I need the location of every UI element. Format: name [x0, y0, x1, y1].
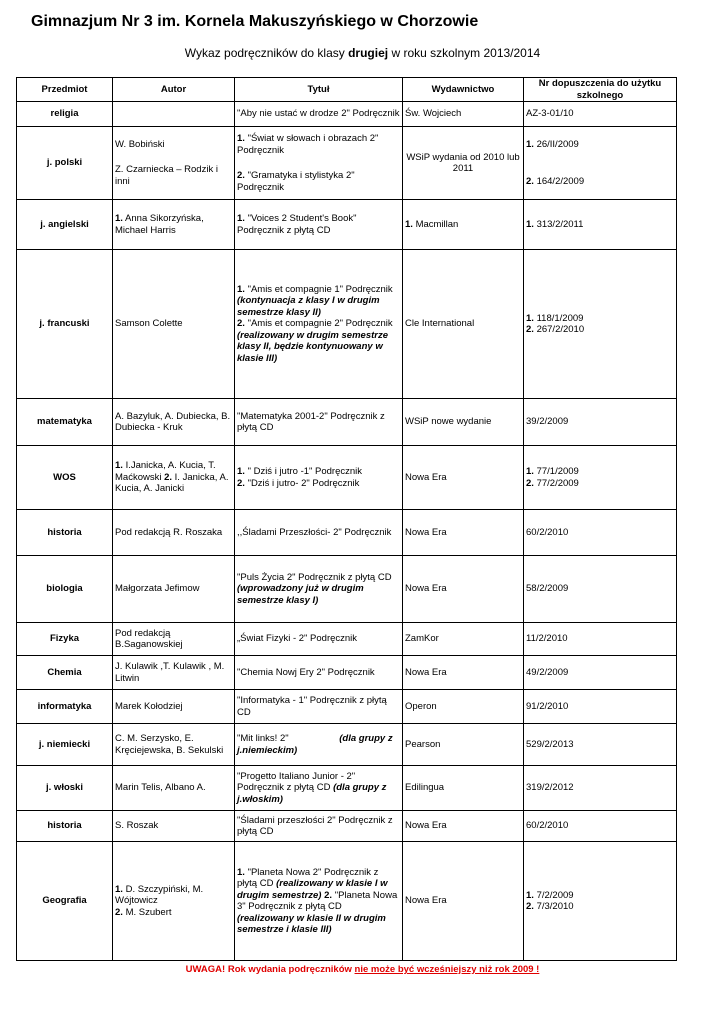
list-number: 1. — [237, 133, 245, 144]
table-row-biologia — [17, 556, 677, 623]
title-text: "Voices 2 Student's Book" Podręcznik z płytą CD — [237, 213, 357, 236]
list-number: 2. — [324, 889, 333, 901]
table-row-wos — [17, 446, 677, 510]
table-row-j-angielski — [17, 200, 677, 250]
column-header-approval-number: Nr dopuszczenia do użytku szkolnego — [524, 78, 677, 102]
title-note: (dla grupy z j.włoskim) — [237, 782, 387, 805]
approval-text: 164/2/2009 — [533, 175, 585, 187]
publisher-cell: Nowa Era — [403, 656, 524, 690]
title-cell: "Matematyka 2001-2" Podręcznik z płytą CD — [235, 399, 403, 446]
title-cell — [235, 766, 403, 811]
author-line-2: Z. Czarniecka – Rodzik i inni — [115, 164, 218, 187]
approval-number-cell: 39/2/2009 — [524, 399, 677, 446]
warning-note — [0, 964, 725, 975]
warning-text: UWAGA! Rok wydania podręczników — [185, 964, 355, 975]
approval-text: 26/II/2009 — [533, 139, 579, 150]
title-cell — [235, 724, 403, 766]
subject-cell: historia — [17, 811, 113, 842]
title-note: (wprowadzony już w drugim semestrze klasy I) — [237, 583, 364, 606]
approval-text: 77/1/2009 — [533, 466, 579, 477]
publisher-cell: Nowa Era — [403, 811, 524, 842]
publisher-cell: Edilingua — [403, 766, 524, 811]
subject-cell: religia — [17, 102, 113, 127]
author-cell: J. Kulawik ,T. Kulawik , M. Litwin — [113, 656, 235, 690]
table-row-j-polski — [17, 127, 677, 200]
title-text: " Dziś i jutro -1" Podręcznik — [244, 466, 363, 477]
table-header-row — [17, 78, 677, 102]
title-text: "Progetto Italiano Junior - 2" Podręcznik z płytą CD — [237, 770, 356, 794]
page-subtitle — [0, 46, 725, 60]
list-number: 2. — [526, 175, 534, 187]
table-row-j-francuski — [17, 250, 677, 399]
subject-cell: j. angielski — [17, 200, 113, 250]
author-cell — [113, 127, 235, 200]
list-number: 2. — [526, 324, 534, 335]
table-row-historia — [17, 510, 677, 556]
approval-number-cell: 60/2/2010 — [524, 510, 677, 556]
list-number: 1. — [237, 866, 245, 878]
approval-text: 267/2/2010 — [533, 324, 585, 335]
approval-line-2 — [526, 901, 674, 913]
title-note: (kontynuacja z klasy I w drugim semestrze klasy II) — [237, 295, 380, 318]
list-number: 1. — [115, 883, 123, 895]
title-note: (realizowany w drugim semestrze klasy II, będzie kontynuowany w klasie III) — [237, 329, 388, 364]
author-text: M. Szubert — [122, 906, 172, 918]
title-cell: "Aby nie ustać w drodze 2" Podręcznik — [235, 102, 403, 127]
author-cell — [113, 200, 235, 250]
approval-number-cell — [524, 200, 677, 250]
publisher-cell: Nowa Era — [403, 842, 524, 961]
subject-cell: WOS — [17, 446, 113, 510]
title-cell: "Chemia Nowj Ery 2" Podręcznik — [235, 656, 403, 690]
list-number: 1. — [237, 466, 245, 477]
author-cell: Samson Colette — [113, 250, 235, 399]
approval-number-cell: 91/2/2010 — [524, 690, 677, 724]
publisher-cell: Nowa Era — [403, 446, 524, 510]
author-text: I.Janicka, A. Kucia, T. Maćkowski — [115, 460, 216, 483]
author-cell: Pod redakcją R. Roszaka — [113, 510, 235, 556]
list-number: 1. — [115, 213, 123, 224]
publisher-cell: Św. Wojciech — [403, 102, 524, 127]
title-cell — [235, 446, 403, 510]
approval-number-cell: 529/2/2013 — [524, 724, 677, 766]
column-header-author: Autor — [113, 78, 235, 102]
column-header-subject: Przedmiot — [17, 78, 113, 102]
title-note: (realizowany w klasie I w drugim semestrze) — [237, 878, 388, 901]
subject-cell: j. włoski — [17, 766, 113, 811]
author-line-2 — [115, 907, 232, 919]
approval-line-1 — [526, 466, 674, 478]
approval-number-cell: 11/2/2010 — [524, 623, 677, 656]
author-cell — [113, 102, 235, 127]
approval-number-cell: 60/2/2010 — [524, 811, 677, 842]
author-cell: Małgorzata Jefimow — [113, 556, 235, 623]
title-text: "Świat w słowach i obrazach 2" Podręcznik — [237, 133, 379, 156]
column-header-publisher: Wydawnictwo — [403, 78, 524, 102]
approval-text: 77/2/2009 — [533, 477, 579, 489]
author-cell: Marek Kołodziej — [113, 690, 235, 724]
subject-cell: Chemia — [17, 656, 113, 690]
title-cell: "Informatyka - 1" Podręcznik z płytą CD — [235, 690, 403, 724]
title-cell — [235, 842, 403, 961]
author-text: D. Szczypiński, M. Wójtowicz — [115, 883, 204, 907]
title-text: "Mit links! 2" — [237, 733, 289, 744]
author-cell — [113, 446, 235, 510]
title-cell: ,,Śladami Przeszłości- 2" Podręcznik — [235, 510, 403, 556]
list-number: 1. — [237, 283, 245, 295]
table-row-geografia — [17, 842, 677, 961]
table-row-informatyka — [17, 690, 677, 724]
author-cell: C. M. Serzysko, E. Kręciejewska, B. Sekulski — [113, 724, 235, 766]
list-number: 1. — [526, 139, 534, 150]
author-cell: Pod redakcją B.Saganowskiej — [113, 623, 235, 656]
list-number: 2. — [237, 477, 245, 489]
approval-line-1 — [526, 139, 674, 151]
author-line-1: W. Bobiński — [115, 138, 165, 150]
author-cell — [113, 842, 235, 961]
publisher-cell: Nowa Era — [403, 510, 524, 556]
approval-number-cell — [524, 446, 677, 510]
title-cell — [235, 200, 403, 250]
approval-line-1 — [526, 313, 674, 325]
publisher-cell: WSiP nowe wydanie — [403, 399, 524, 446]
subject-cell: informatyka — [17, 690, 113, 724]
list-number: 2. — [115, 906, 123, 918]
title-cell: „Świat Fizyki - 2" Podręcznik — [235, 623, 403, 656]
title-text: "Amis et compagnie 1" Podręcznik — [244, 283, 393, 295]
list-number: 2. — [237, 170, 245, 181]
title-note: (dla grupy z j.niemieckim) — [237, 733, 393, 756]
subject-cell: Geografia — [17, 842, 113, 961]
title-note: (realizowany w klasie II w drugim semestrze i klasie III) — [237, 912, 386, 935]
list-number: 1. — [526, 312, 534, 324]
author-text: I. Janicka, A. Kucia, A. Janicki — [115, 471, 229, 495]
subject-cell: matematyka — [17, 399, 113, 446]
title-line-1 — [237, 133, 400, 156]
subtitle-pre: Wykaz podręczników do klasy — [184, 46, 349, 60]
publisher-text: Macmillan — [412, 218, 459, 230]
approval-number-cell: 319/2/2012 — [524, 766, 677, 811]
title-line-2 — [237, 478, 400, 490]
title-text: "Planeta Nowa 3" Podręcznik z płytą CD — [237, 889, 398, 912]
approval-number-cell — [524, 842, 677, 961]
textbook-table — [16, 77, 677, 961]
subject-cell: j. polski — [17, 127, 113, 200]
list-number: 1. — [237, 213, 245, 224]
approval-text: 7/3/2010 — [533, 901, 574, 912]
publisher-cell: ZamKor — [403, 623, 524, 656]
title-cell — [235, 127, 403, 200]
list-number: 2. — [526, 477, 534, 489]
title-text: "Planeta Nowa 2" Podręcznik z płytą CD — [237, 866, 379, 889]
table-row-matematyka — [17, 399, 677, 446]
publisher-cell: Cle International — [403, 250, 524, 399]
list-number: 2. — [237, 318, 245, 330]
title-text: "Dziś i jutro- 2" Podręcznik — [244, 477, 360, 489]
subject-cell: j. niemiecki — [17, 724, 113, 766]
approval-line-2 — [526, 324, 674, 336]
list-number: 1. — [526, 218, 534, 230]
author-cell: S. Roszak — [113, 811, 235, 842]
table-row-chemia — [17, 656, 677, 690]
approval-text: 118/1/2009 — [533, 312, 584, 324]
approval-text: 7/2/2009 — [533, 889, 574, 901]
list-number: 1. — [526, 889, 534, 901]
list-number: 2. — [526, 901, 534, 912]
table-row-religia — [17, 102, 677, 127]
title-cell: "Śladami przeszłości 2" Podręcznik z płytą CD — [235, 811, 403, 842]
list-number: 1. — [405, 218, 413, 230]
approval-line-1 — [526, 890, 674, 902]
publisher-cell: Operon — [403, 690, 524, 724]
publisher-cell: Nowa Era — [403, 556, 524, 623]
title-text: "Puls Życia 2" Podręcznik z płytą CD — [237, 571, 392, 583]
warning-emphasis: nie może być wcześniejszy niż rok 2009 ! — [354, 964, 540, 975]
column-header-title: Tytuł — [235, 78, 403, 102]
title-text: "Amis et compagnie 2" Podręcznik — [244, 318, 393, 330]
table-row-fizyka — [17, 623, 677, 656]
approval-number-cell: AZ-3-01/10 — [524, 102, 677, 127]
subject-cell: j. francuski — [17, 250, 113, 399]
title-text: "Gramatyka i stylistyka 2" Podręcznik — [237, 170, 355, 193]
table-row-historia-2 — [17, 811, 677, 842]
author-cell: A. Bazyluk, A. Dubiecka, B. Dubiecka - Kruk — [113, 399, 235, 446]
page-title: Gimnazjum Nr 3 im. Kornela Makuszyńskiego w Chorzowie — [31, 13, 479, 30]
publisher-cell: WSiP wydania od 2010 lub 2011 — [403, 127, 524, 200]
author-cell: Marin Telis, Albano A. — [113, 766, 235, 811]
approval-number-cell — [524, 127, 677, 200]
publisher-cell: Pearson — [403, 724, 524, 766]
title-line-2 — [237, 170, 400, 193]
subtitle-class: drugiej — [348, 46, 389, 60]
approval-number-cell: 49/2/2009 — [524, 656, 677, 690]
title-cell — [235, 250, 403, 399]
subtitle-post: w roku szkolnym 2013/2014 — [388, 46, 541, 60]
subject-cell: historia — [17, 510, 113, 556]
approval-line-2 — [526, 478, 674, 490]
approval-line-2 — [526, 176, 674, 188]
subject-cell: Fizyka — [17, 623, 113, 656]
approval-number-cell: 58/2/2009 — [524, 556, 677, 623]
title-cell — [235, 556, 403, 623]
publisher-cell — [403, 200, 524, 250]
author-text: Anna Sikorzyńska, Michael Harris — [115, 213, 204, 236]
list-number: 1. — [115, 460, 123, 472]
subject-cell: biologia — [17, 556, 113, 623]
list-number: 2. — [164, 471, 173, 483]
approval-text: 313/2/2011 — [533, 218, 584, 230]
approval-number-cell — [524, 250, 677, 399]
table-row-j-wloski — [17, 766, 677, 811]
title-line-1 — [237, 466, 400, 478]
list-number: 1. — [526, 466, 534, 477]
table-row-j-niemiecki — [17, 724, 677, 766]
